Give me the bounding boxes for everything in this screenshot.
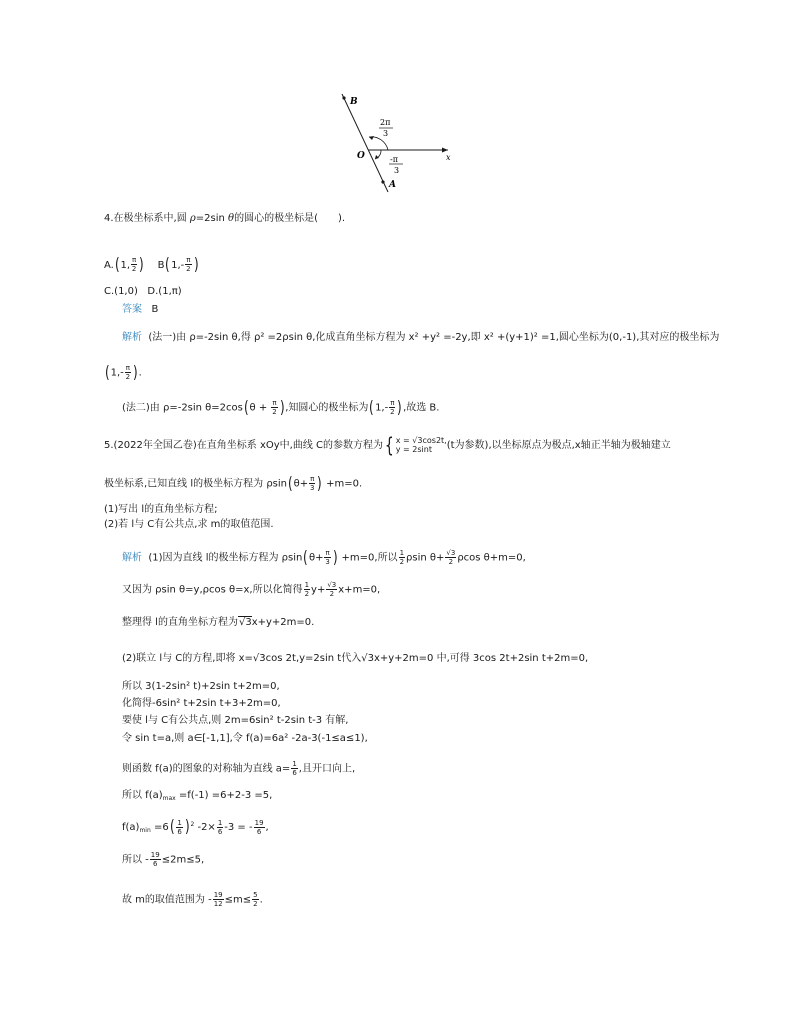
option-c: C.(1,0) [104,286,138,297]
option-d: D.(1,π) [147,286,182,297]
q4-analysis-line2: (1,- $\frac{\pi}{2}$ ). [104,362,142,383]
q4-options-ab [104,256,199,273]
q5-sol-4: (2)联立 l与 C的方程,即将 x=√3cos 2t,y=2sin t代入√3x+y+2m=0 中,可得 3cos 2t+2sin t+2m=0, [122,653,589,664]
angle2-den: 3 [394,166,400,175]
point-A [381,180,384,183]
answer-tag: 答案 [122,304,142,315]
q5-sol-7: 要使 l与 C有公共点,则 2m=6sin² t-2sin t-3 有解, [122,715,349,726]
q5-sol-9: 则函数 f(a)的图象的对称轴为直线 a= $\frac{1}{6}$ ,且开口向上, [122,760,356,777]
polar-figure [330,88,470,198]
q5-part1: (1)写出 l的直角坐标方程; [104,504,218,515]
option-b: B(1,- $\frac{\pi}{2}$ ) [157,254,199,275]
q5-sol-1: 解析 (1)因为直线 l的极坐标方程为 ρsin(θ+ $\frac{\pi}{3}$ ) +m=0,所以 $\frac{1}{2}$ ρsin θ+ $\frac{√3}{2}$ ρcos θ+m=0, [122,547,526,568]
angle1-den: 3 [383,129,389,138]
label-A: A [389,180,396,190]
q4-stem: 4.在极坐标系中,圆 ρ=2sin θ的圆心的极坐标是( ). [104,213,346,224]
q5-sol-13: 故 m的取值范围为 - $\frac{19}{12}$ ≤m≤ $\frac{5}{2}$ . [122,891,263,908]
label-B: B [350,97,358,107]
q4-options-cd [104,285,182,299]
q5-sol-11: $f(a)_{min} =6$( $\frac{1}{6}$ )$^2$ -2× $\frac{1}{6}$ -3 = - $\frac{19}{6}$ , [122,817,269,837]
label-O: O [357,151,365,161]
q4-analysis-line1: 解析 (法一)由 ρ=-2sin θ,得 ρ² =2ρsin θ,化成直角坐标方程为 x² +y² =-2y,即 x² +(y+1)² =1,圆心坐标为(0,-1),其对应的极坐标为 [122,332,720,343]
q5-sol-5: 所以 3(1-2sin² t)+2sin t+2m=0, [122,681,280,692]
q5-sol-2: 又因为 ρsin θ=y,ρcos θ=x,所以化简得 $\frac{1}{2}$ y+ $\frac{√3}{2}$ x+m=0, [122,581,381,598]
x-axis-arrow [442,148,448,153]
q5-sol-10: 所以 $f(a)_{max} =f(-1) =6+2-3 =5$, [122,790,273,802]
q5-sol-8: 令 sin t=a,则 a∈[-1,1],令 f(a)=6a² -2a-3(-1≤a≤1), [122,733,368,744]
q5-sol-12: 所以 - $\frac{19}{6}$ ≤2m≤5, [122,851,205,868]
angle1-num: 2π [380,118,391,127]
q5-stem-line1: 5.(2022年全国乙卷)在直角坐标系 xOy中,曲线 C的参数方程为{ x = √3cos2t, y = 2sint (t为参数),以坐标原点为极点,x轴正半轴为极轴建立 [104,433,671,457]
point-B [342,96,345,99]
q5-sol-3: 整理得 l的直角坐标方程为√3x+y+2m=0. [122,617,315,628]
analysis-tag: 解析 [122,332,142,343]
angle2-num: -π [390,155,398,164]
q5-sol-6: 化简得-6sin² t+2sin t+3+2m=0, [122,698,281,709]
label-x: x [446,153,451,162]
q4-answer: 答案 B [122,304,159,315]
line-AB [342,94,391,192]
q4-analysis-line3: (法二)由 ρ=-2sin θ=2cos(θ + $\frac{\pi}{2}$ ),知圆心的极坐标为(1,- $\frac{\pi}{2}$ ),故选 B. [122,397,440,418]
option-a: A.(1, $\frac{\pi}{2}$ ) [104,254,144,275]
q5-part2: (2)若 l与 C有公共点,求 m的取值范围. [104,519,274,530]
analysis-tag-q5: 解析 [122,552,142,564]
q5-stem-line2: 极坐标系,已知直线 l的极坐标方程为 ρsin(θ+ $\frac{\pi}{3}$ ) +m=0. [104,473,363,494]
